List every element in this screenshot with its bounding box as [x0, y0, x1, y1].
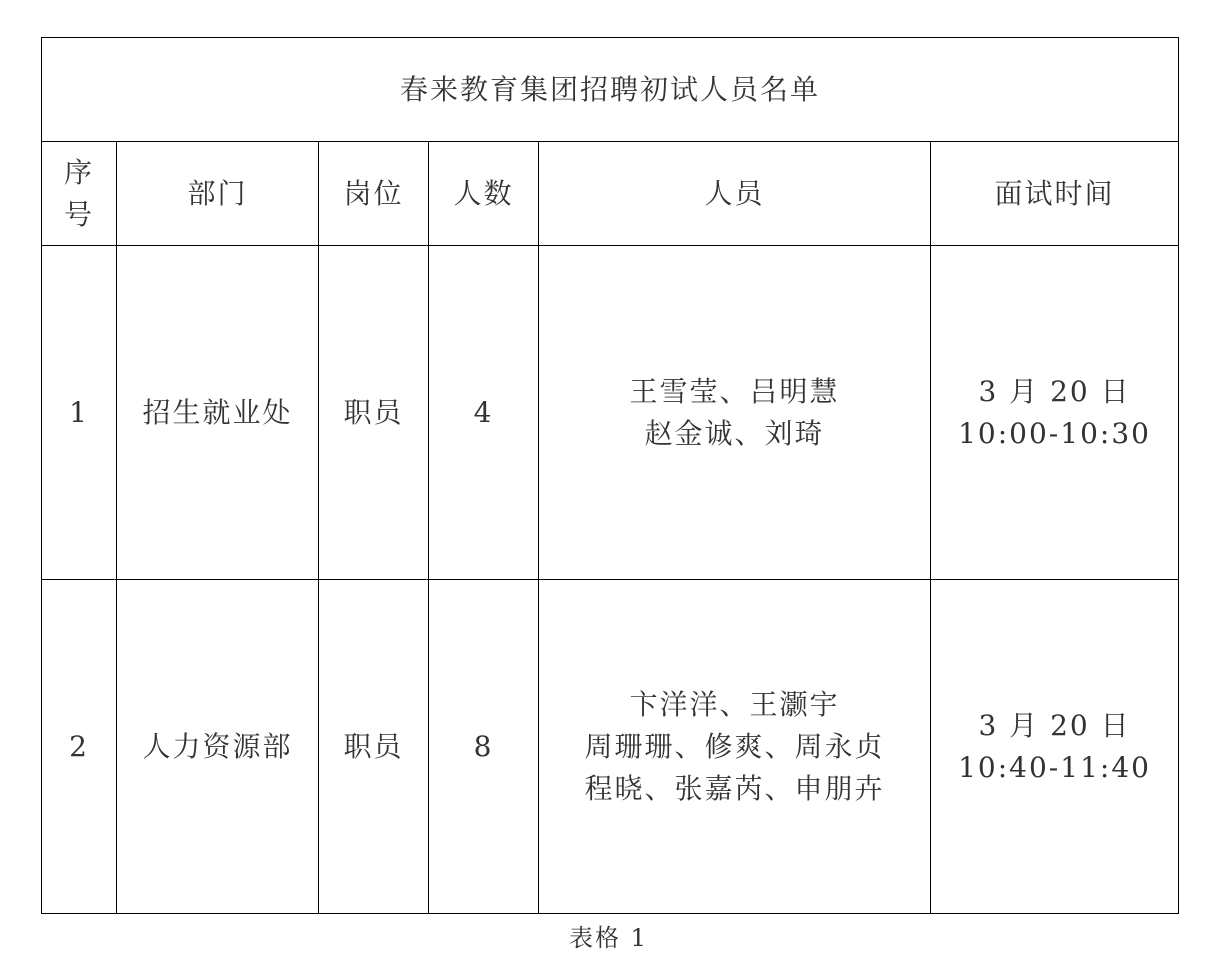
header-row [42, 142, 1179, 246]
row-people [539, 246, 931, 580]
header-seq: 序号 [42, 142, 117, 246]
title-row [42, 38, 1179, 142]
table-row [42, 580, 1179, 914]
table-caption: 表格 1 [569, 924, 648, 952]
row-seq: 1 [42, 246, 117, 580]
header-time: 面试时间 [931, 142, 1179, 246]
table-row [42, 246, 1179, 580]
person-line: 卞洋洋、王灏宇 [629, 687, 840, 721]
person-line: 王雪莹、吕明慧 [629, 374, 840, 408]
row-people [539, 580, 931, 914]
header-position: 岗位 [319, 142, 429, 246]
row-time [931, 246, 1179, 580]
row-count: 8 [429, 580, 539, 914]
row-department: 人力资源部 [117, 580, 319, 914]
interview-date: 3 月 20 日 [978, 708, 1131, 742]
person-line: 周珊珊、修爽、周永贞 [584, 729, 885, 763]
table-title: 春来教育集团招聘初试人员名单 [42, 38, 1179, 142]
row-count: 4 [429, 246, 539, 580]
person-line: 程晓、张嘉芮、申朋卉 [584, 771, 885, 805]
row-position: 职员 [319, 580, 429, 914]
row-position: 职员 [319, 246, 429, 580]
row-time [931, 580, 1179, 914]
recruitment-table [41, 37, 1179, 914]
row-department: 招生就业处 [117, 246, 319, 580]
header-count: 人数 [429, 142, 539, 246]
header-department: 部门 [117, 142, 319, 246]
row-seq: 2 [42, 580, 117, 914]
interview-time-range: 10:40-11:40 [958, 750, 1151, 784]
interview-date: 3 月 20 日 [978, 374, 1131, 408]
person-line: 赵金诚、刘琦 [644, 416, 825, 450]
interview-time-range: 10:00-10:30 [958, 416, 1151, 450]
header-people: 人员 [539, 142, 931, 246]
